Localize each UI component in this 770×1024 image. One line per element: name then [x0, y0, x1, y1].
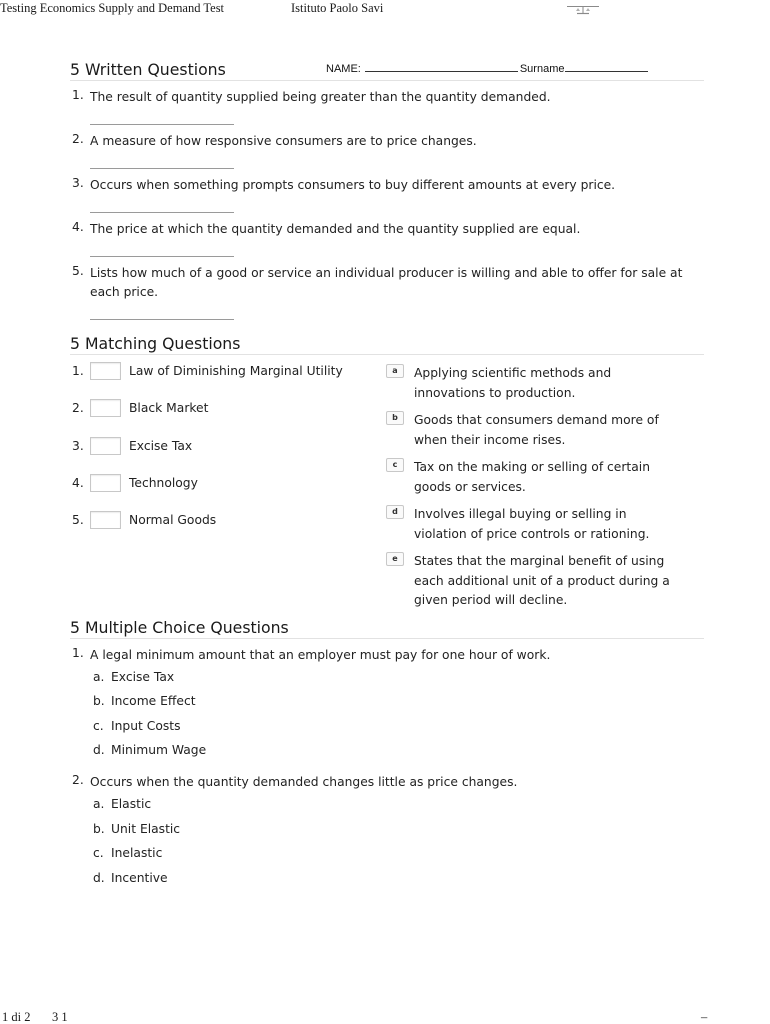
question-number: 2.: [72, 131, 84, 146]
definition-text: States that the marginal benefit of using each additional unit of a product during a given period will decline.: [414, 554, 670, 608]
option-text: Excise Tax: [111, 669, 175, 684]
question-text: A legal minimum amount that an employer must pay for one hour of work.: [90, 647, 551, 662]
written-question: [70, 264, 704, 321]
answer-box: [90, 437, 121, 455]
question-number: 1.: [72, 87, 84, 102]
definition-item: [386, 411, 677, 450]
mc-question: [70, 773, 704, 890]
definition-text: Involves illegal buying or selling in violation of price controls or rationing.: [414, 507, 650, 541]
matching-questions-section: [70, 334, 704, 614]
question-number: 2.: [72, 773, 84, 787]
option-text: Incentive: [111, 870, 168, 885]
option-letter: c.: [93, 846, 104, 860]
definition-text: Tax on the making or selling of certain goods or services.: [414, 460, 650, 494]
term-number: 3.: [72, 438, 84, 453]
written-question: [70, 88, 704, 126]
term-number: 5.: [72, 513, 84, 527]
logo-icon: [566, 2, 600, 16]
question-number: 4.: [72, 219, 84, 234]
matching-term-row: [70, 362, 370, 399]
matching-terms-column: [70, 362, 370, 548]
answer-option: [93, 689, 704, 714]
print-header: [0, 0, 770, 18]
term-number: 4.: [72, 475, 84, 490]
definition-item: [386, 505, 677, 544]
written-question: [70, 220, 704, 258]
term-label: Technology: [129, 475, 198, 490]
term-label: Black Market: [129, 401, 209, 416]
answer-option: [93, 866, 704, 891]
answer-option: [93, 738, 704, 763]
definition-letter-badge: e: [386, 552, 404, 566]
answer-options: [93, 665, 704, 763]
question-text: Lists how much of a good or service an individual producer is willing and able to offer for sale at each price.: [90, 265, 683, 299]
page-indicator: 1 di 2: [2, 1010, 31, 1024]
term-label: Law of Diminishing Marginal Utility: [129, 364, 343, 378]
answer-option: [93, 665, 704, 690]
surname-label: Surname: [519, 63, 565, 75]
option-text: Elastic: [111, 797, 152, 811]
term-number: 1.: [72, 364, 84, 378]
option-letter: d.: [93, 870, 105, 885]
definition-item: [386, 458, 677, 497]
answer-box: [90, 362, 121, 380]
answer-blank: [90, 168, 234, 169]
answer-option: [93, 817, 704, 842]
option-letter: b.: [93, 694, 105, 708]
written-question-list: [70, 81, 704, 320]
question-text: Occurs when something prompts consumers to buy different amounts at every price.: [90, 177, 616, 192]
matching-term-row: [70, 437, 370, 474]
option-letter: b.: [93, 821, 105, 836]
question-text: The price at which the quantity demanded and the quantity supplied are equal.: [90, 221, 581, 236]
term-label: Normal Goods: [129, 513, 217, 527]
question-text: The result of quantity supplied being greater than the quantity demanded.: [90, 89, 551, 104]
written-questions-section: [70, 60, 704, 327]
answer-blank: [90, 124, 234, 125]
term-number: 2.: [72, 401, 84, 416]
definition-letter-badge: b: [386, 411, 404, 425]
mc-question: [70, 646, 704, 763]
answer-options: [93, 792, 704, 890]
option-letter: a.: [93, 797, 105, 811]
definition-text: Goods that consumers demand more of when their income rises.: [414, 413, 659, 447]
answer-blank: [90, 256, 234, 257]
option-text: Input Costs: [111, 718, 181, 733]
answer-box: [90, 511, 121, 529]
question-number: 5.: [72, 263, 84, 278]
option-text: Unit Elastic: [111, 821, 181, 836]
multiple-choice-list: [70, 639, 704, 890]
section-heading-written: 5 Written Questions: [70, 60, 704, 81]
answer-option: [93, 841, 704, 866]
option-letter: a.: [93, 669, 105, 684]
matching-term-row: [70, 511, 370, 548]
section-heading-matching: 5 Matching Questions: [70, 334, 704, 355]
section-heading-multiple-choice: 5 Multiple Choice Questions: [70, 618, 704, 639]
definition-letter-badge: d: [386, 505, 404, 519]
definition-item: [386, 364, 677, 403]
option-letter: d.: [93, 743, 105, 757]
definition-letter-badge: c: [386, 458, 404, 472]
matching-definitions-column: [386, 364, 677, 619]
term-label: Excise Tax: [129, 438, 193, 453]
definition-text: Applying scientific methods and innovations to production.: [414, 366, 612, 400]
answer-blank: [90, 212, 234, 213]
print-footer: [0, 1010, 770, 1024]
option-text: Minimum Wage: [111, 743, 207, 757]
answer-box: [90, 474, 121, 492]
matching-term-row: [70, 399, 370, 436]
name-label: NAME:: [326, 63, 361, 75]
answer-option: [93, 714, 704, 739]
written-question: [70, 132, 704, 170]
answer-option: [93, 792, 704, 817]
definition-letter-badge: a: [386, 364, 404, 378]
question-text: Occurs when the quantity demanded changes little as price changes.: [90, 775, 518, 789]
question-number: 3.: [72, 175, 84, 190]
definition-item: [386, 552, 677, 611]
institution-name: Istituto Paolo Savi: [291, 1, 384, 15]
option-letter: c.: [93, 718, 104, 733]
matching-term-row: [70, 474, 370, 511]
document-title: Testing Economics Supply and Demand Test: [0, 1, 225, 15]
option-text: Income Effect: [111, 694, 196, 708]
option-text: Inelastic: [111, 846, 163, 860]
footer-dash: –: [701, 1010, 708, 1024]
multiple-choice-section: [70, 618, 704, 890]
written-question: [70, 176, 704, 214]
answer-box: [90, 399, 121, 417]
question-text: A measure of how responsive consumers are to price changes.: [90, 133, 477, 148]
question-number: 1.: [72, 645, 84, 660]
answer-blank: [90, 319, 234, 320]
footer-extra-text: 3 1: [52, 1010, 68, 1024]
